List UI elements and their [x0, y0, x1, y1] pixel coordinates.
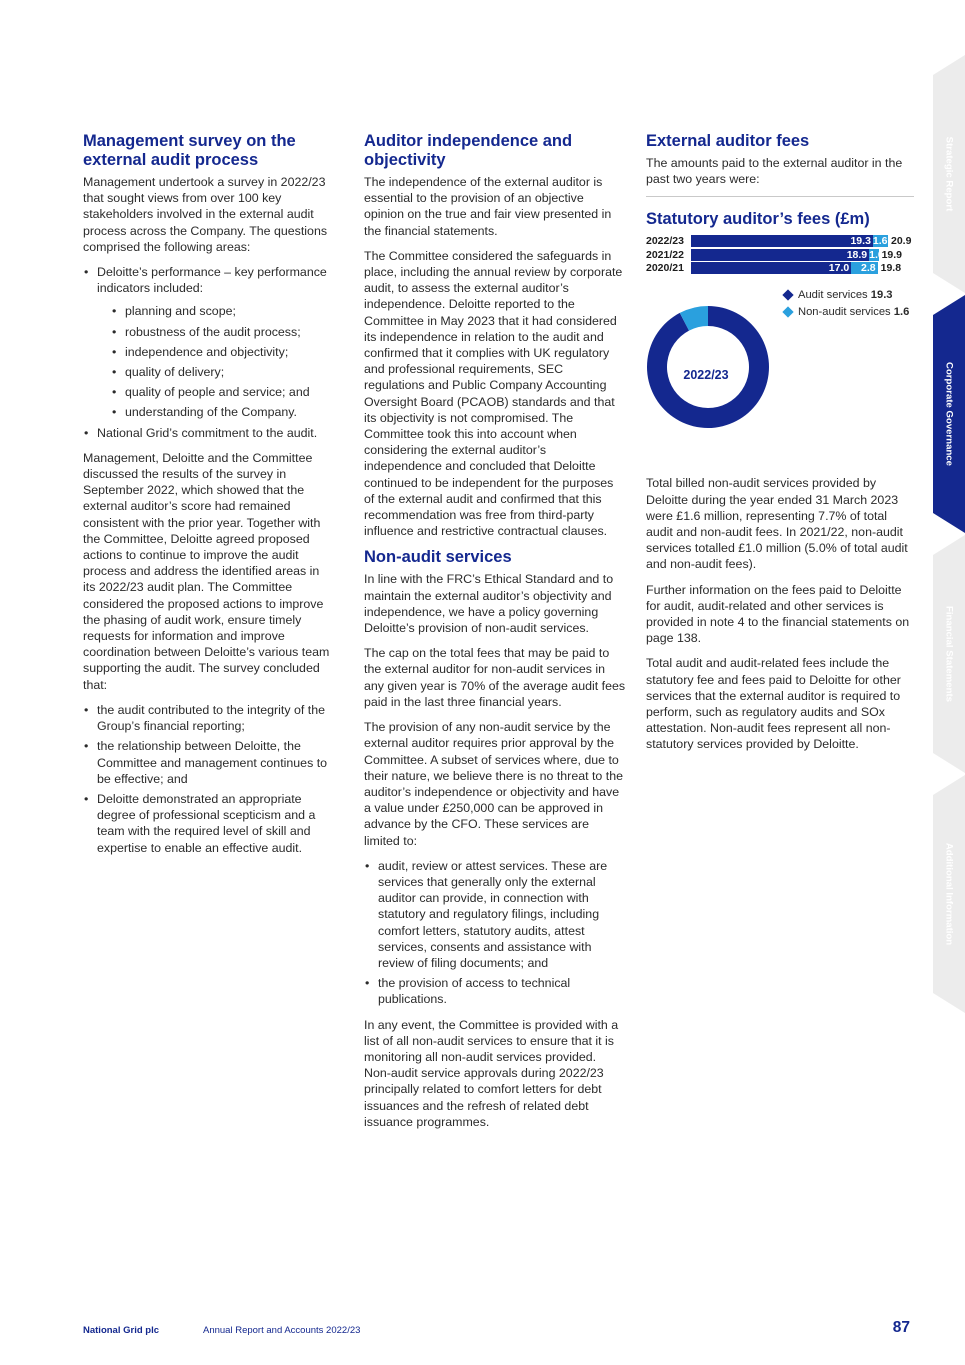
section-heading-auditor-independence: Auditor independence and objectivity — [364, 132, 573, 169]
legend-swatch-non-audit — [782, 307, 793, 318]
legend-swatch-audit — [782, 290, 793, 301]
bar-row — [646, 235, 914, 248]
list-item: • planning and scope; — [111, 303, 333, 319]
page-number: 87 — [892, 1319, 910, 1336]
list-item: • audit, review or attest services. These are services that generally only the external auditor can provide, in connection with statutory and regulatory filings, including comfort letters, statutory audits, attest services, consents and assistance with review of filing documents; and — [364, 858, 626, 971]
paragraph: The provision of any non-audit service by the external auditor requires prior approval by the Committee. A subset of services where, due to their nature, we believe there is no threat to the auditor’s independence or objectivity and have a value under £250,000 can be approved in advance by the CFO. These services are limited to: — [364, 720, 623, 848]
paragraph: The Committee considered the safeguards in place, including the annual review by corporate audit, to assess the external auditor’s independence. Deloitte reported to the Committee in May 2023 that it had considered its independence in relation to the audit and confirmed that it complies with UK regulatory and professional requirements, SEC regulations and Public Company Accounting Oversight Board (PCAOB) standards and that its objectivity is not compromised. The Committee took this into account when considering the external auditor’s independence and concluded that Deloitte continued to be independent for the purposes of the external audit and confirmed that this recommendation was free from third-party influence and restrictive contractual clauses. — [364, 248, 623, 539]
paragraph: Total billed non-audit services provided by Deloitte during the year ended 31 March 2023 were £1.6 million, representing 7.7% of total audit and non-audit fees. In 2021/22, non-audit services totalled £1.0 million (5.0% of total audit and non-audit fees). — [646, 476, 908, 572]
section-tabs — [933, 55, 965, 1015]
list-item: • understanding of the Company. — [111, 404, 333, 420]
list-item: • National Grid’s commitment to the audit. — [83, 425, 333, 441]
paragraph: Total audit and audit-related fees include the statutory fee and fees paid to Deloitte for other services that the external auditor is required to perform, such as regulatory audits and SOx attestation. Non-audit fees represent all non-statutory services provided by Deloitte. — [646, 656, 901, 752]
list-item-text: Deloitte’s performance – key performance indicators included: — [97, 265, 327, 296]
survey-conclusions-list — [83, 702, 333, 856]
paragraph: Further information on the fees paid to Deloitte for audit, audit-related and other services is provided in note 4 to the financial statements on page 138. — [646, 582, 910, 646]
chart-legend — [782, 287, 909, 321]
bar-category-label: 2020/21 — [646, 262, 684, 275]
legend-item-non-audit-services — [782, 304, 909, 321]
footer-report-title: Annual Report and Accounts 2022/23 — [203, 1325, 361, 1336]
list-item — [83, 264, 333, 421]
donut-chart — [646, 289, 914, 455]
bar-row — [646, 249, 914, 262]
list-item: • the provision of access to technical publications. — [364, 975, 626, 1007]
paragraph: The cap on the total fees that may be paid to the external auditor for non-audit services in any given year is 70% of the average audit fees paid in the last three financial years. — [364, 646, 626, 709]
legend-label: Non-audit services — [798, 306, 891, 319]
paragraph: The independence of the external auditor is essential to the provision of an objective opinion on the true and fair view presented in the financial statements. — [364, 175, 612, 238]
donut-chart-svg — [646, 305, 770, 429]
tab-label: Corporate Governance — [943, 362, 955, 466]
tab-corporate-governance[interactable] — [933, 295, 965, 533]
divider — [646, 196, 914, 197]
bar-total-label: 19.9 — [881, 248, 902, 261]
list-item: • quality of delivery; — [111, 364, 333, 380]
paragraph: In line with the FRC’s Ethical Standard and to maintain the external auditor’s objectivity and independence, we have a policy governing Deloitte’s provision of non-audit services. — [364, 572, 614, 636]
column-management-survey — [83, 132, 333, 865]
survey-areas-list — [83, 264, 333, 441]
paragraph: Management, Deloitte and the Committee discussed the results of the survey in September 2022, which showed that the external auditor’s score had remained consistent with the prior year. Together with the Committee, Deloitte agreed proposed actions to continue to improve the audit process and address the identified areas in its 2022/23 audit plan. The Committee considered the proposed actions to improve the phasing of audit work, ensure timely requests for information and improve coordination between Deloitte’s various team supporting the audit. The survey concluded that: — [83, 450, 330, 692]
bar-non-audit-2020-21: 2.8 — [851, 262, 877, 274]
legend-value: 19.3 — [870, 289, 893, 302]
legend-label: Audit services — [798, 289, 868, 302]
list-item: • quality of people and service; and — [111, 384, 333, 400]
list-item: • independence and objectivity; — [111, 344, 333, 360]
footer-company: National Grid plc — [83, 1325, 160, 1336]
bar-category-label: 2021/22 — [646, 248, 684, 261]
section-heading-non-audit-services: Non-audit services — [364, 548, 512, 567]
section-heading-external-auditor-fees: External auditor fees — [646, 132, 810, 150]
tab-label: Strategic Report — [943, 136, 955, 212]
bar-audit-2022-23: 19.3 — [691, 235, 873, 247]
tab-label: Financial Statements — [943, 606, 955, 702]
kpi-sub-list — [97, 303, 333, 420]
list-item: • Deloitte demonstrated an appropriate degree of professional scepticism and a team with the required level of skill and expertise to enable an effective audit. — [83, 791, 333, 856]
bar-audit-2021-22: 18.9 — [691, 249, 869, 261]
bar-row — [646, 262, 914, 275]
bar-category-label: 2022/23 — [646, 235, 684, 248]
list-item: • the audit contributed to the integrity of the Group’s financial reporting; — [83, 702, 333, 734]
bar-non-audit-2022-23: 1.6 — [872, 235, 888, 248]
bar-total-label: 20.9 — [891, 235, 912, 248]
paragraph: In any event, the Committee is provided with a list of all non-audit services to ensure that it is monitoring all non-audit services provided. Non-audit service approvals during 2022/23 principally related to comfort letters for debt issuances and the refresh of related debt issuance programmes. — [364, 1017, 619, 1129]
page-footer — [83, 1319, 910, 1342]
permitted-services-list — [364, 858, 626, 1008]
tab-additional-information[interactable] — [933, 775, 965, 1013]
list-item: • the relationship between Deloitte, the Committee and management continues to be effective; and — [83, 738, 333, 787]
column-auditor-independence — [364, 132, 626, 1139]
section-heading-management-survey: Management survey on the external audit process — [83, 132, 296, 169]
tab-strategic-report[interactable] — [933, 55, 965, 293]
stacked-bar-chart — [646, 235, 914, 275]
bar-non-audit-2021-22: 1.0 — [869, 248, 884, 261]
legend-item-audit-services — [782, 287, 909, 304]
tab-financial-statements[interactable] — [933, 535, 965, 773]
chart-title: Statutory auditor’s fees (£m) — [646, 210, 870, 229]
paragraph: The amounts paid to the external auditor in the past two years were: — [646, 156, 903, 187]
column-external-auditor-fees — [646, 132, 914, 762]
legend-value: 1.6 — [893, 306, 910, 319]
bar-audit-2020-21: 17.0 — [691, 262, 851, 274]
donut-center-label: 2022/23 — [683, 368, 729, 383]
tab-label: Additional Information — [943, 842, 955, 946]
bar-total-label: 19.8 — [880, 262, 902, 275]
list-item: • robustness of the audit process; — [111, 324, 333, 340]
paragraph: Management undertook a survey in 2022/23 that sought views from over 100 key stakeholders involved in the external audit process across the Company. The questions comprised the following areas: — [83, 175, 328, 254]
